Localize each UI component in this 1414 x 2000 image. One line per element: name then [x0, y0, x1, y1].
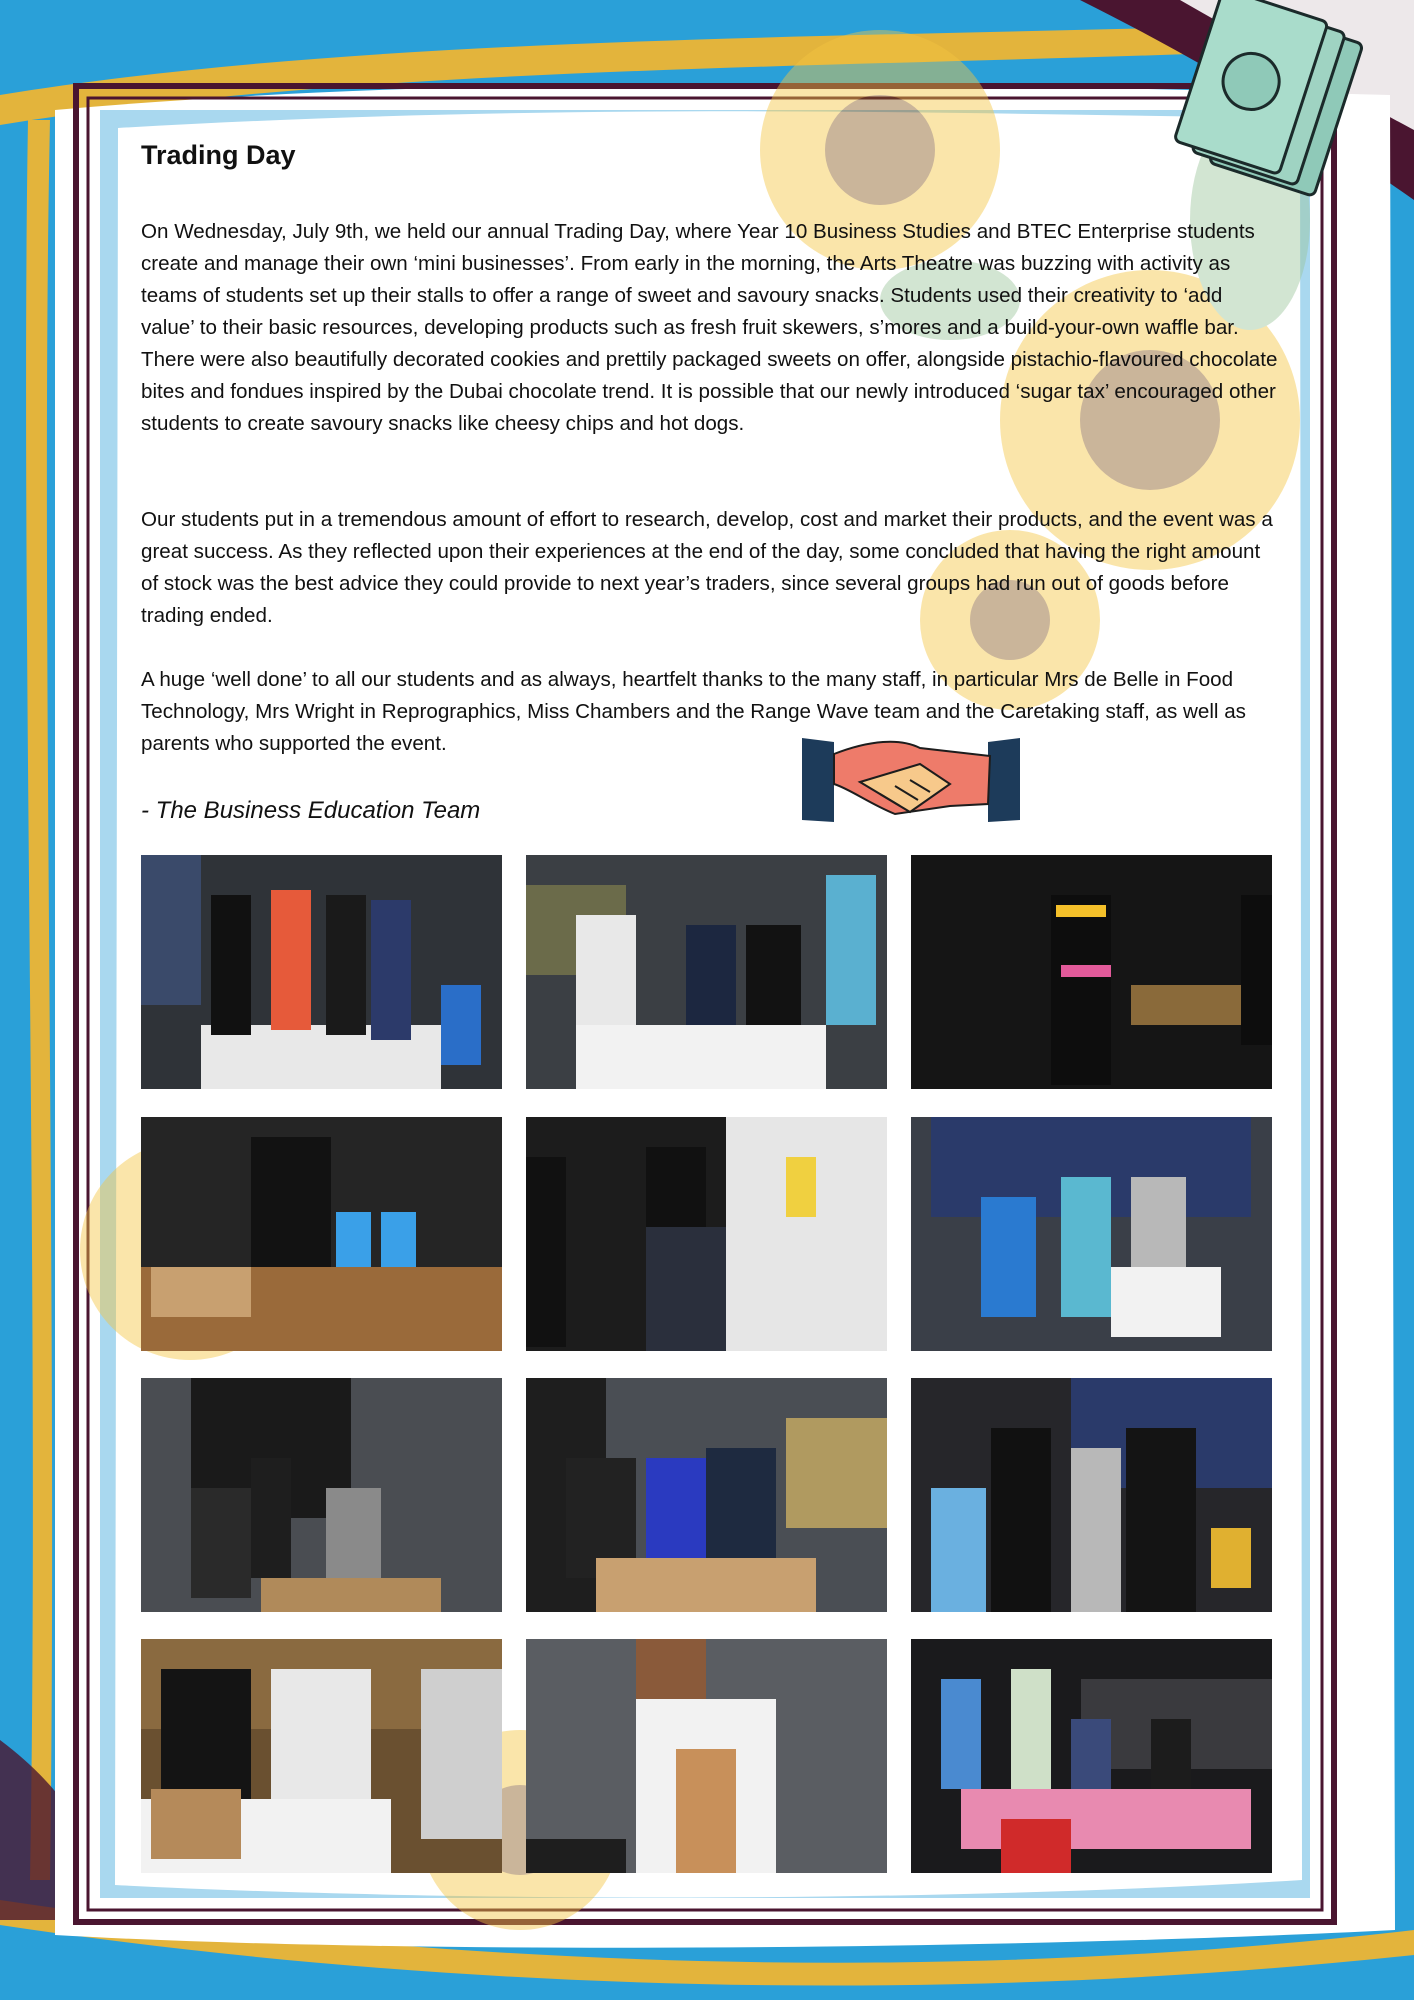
paragraph-3: A huge ‘well done’ to all our students and as always, heartfelt thanks to the many staff, in particular Mrs de Belle in Food Technology, Mrs Wright in Reprographics, Miss Chambers and the Range Wave team and the Caretaking staff, as well as parents who supported the event.: [141, 668, 1246, 755]
article-title: Trading Day: [141, 140, 296, 170]
signature: - The Business Education Team: [141, 797, 481, 824]
paragraph-1: On Wednesday, July 9th, we held our annual Trading Day, where Year 10 Business Studies and BTEC Enterprise students create and manage their own ‘mini businesses’. From early in the morning, the Arts Theatre was buzzing with activity as teams of students set up their stalls to offer a range of sweet and savoury snacks. Students used their creativity to ‘add value’ to their basic resources, developing products such as fresh fruit skewers, s’mores and a build-your-own waffle bar. There were also beautifully decorated cookies and prettily packaged sweets on offer, alongside pistachio-flavoured chocolate bites and fondues inspired by the Dubai chocolate trend. It is possible that our newly introduced ‘sugar tax’ encouraged other students to create savoury snacks like cheesy chips and hot dogs.: [141, 220, 1278, 435]
photo-6: [911, 1117, 1272, 1351]
photo-5: [526, 1117, 887, 1351]
handshake-icon: [800, 734, 1022, 824]
photo-12: [911, 1639, 1272, 1873]
photo-3: [911, 855, 1272, 1089]
photo-2: [526, 855, 887, 1089]
money-icon: [1160, 0, 1390, 210]
photo-11: [526, 1639, 887, 1873]
photo-7: [141, 1378, 502, 1612]
photo-4: [141, 1117, 502, 1351]
photo-10: [141, 1639, 502, 1873]
paragraph-2: Our students put in a tremendous amount of effort to research, develop, cost and market their products, and the event was a great success. As they reflected upon their experiences at the end of the day, some concluded that having the right amount of stock was the best advice they could provide to next year’s traders, since several groups had run out of goods before trading ended.: [141, 508, 1273, 627]
photo-1: [141, 855, 502, 1089]
photo-9: [911, 1378, 1272, 1612]
photo-8: [526, 1378, 887, 1612]
